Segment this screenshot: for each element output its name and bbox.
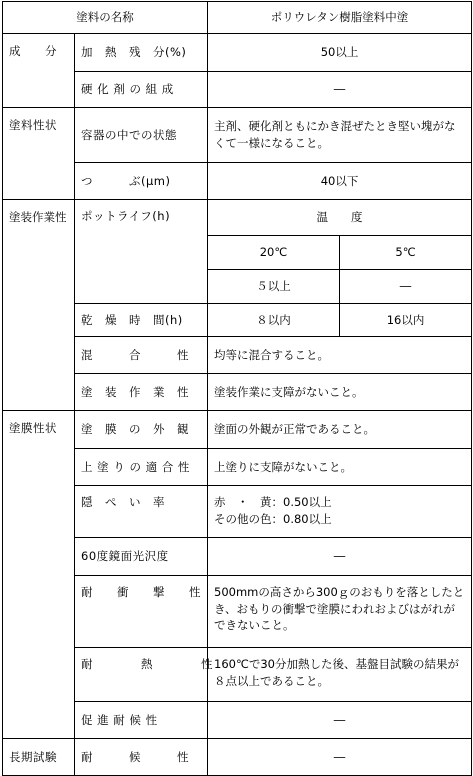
- value-weathering: ―: [208, 739, 472, 776]
- item-gloss: 60度鏡面光沢度: [75, 538, 208, 576]
- temperature-20c: 20℃: [208, 236, 340, 270]
- item-workability: 塗 装 作 業 性: [75, 374, 208, 411]
- pot-life-5c: ―: [340, 270, 472, 304]
- item-nonvolatile: 加 熱 残 分(%): [75, 34, 208, 72]
- category-long-term: 長期試験: [3, 739, 75, 776]
- table-row: [3, 34, 472, 72]
- item-film-appearance: 塗 膜 の 外 観: [75, 411, 208, 449]
- value-hardener: ―: [208, 72, 472, 108]
- temperature-5c: 5℃: [340, 236, 472, 270]
- value-grind: 40以下: [208, 163, 472, 200]
- category-paint-properties: 塗料性状: [3, 108, 75, 200]
- header-paint-name-value: ポリウレタン樹脂塗料中塗: [208, 2, 472, 34]
- value-mixing: 均等に混合すること。: [208, 337, 472, 374]
- value-accelerated-weathering: ―: [208, 702, 472, 739]
- hiding-other: その他の色：0.80以上: [214, 511, 332, 526]
- item-container-state: 容器の中での状態: [75, 108, 208, 163]
- pot-life-20c: ５以上: [208, 270, 340, 304]
- item-hiding: 隠 ぺ い 率: [75, 486, 208, 538]
- table-row: [3, 200, 472, 236]
- value-impact: 500mmの高さから300ｇのおもりを落としたとき、おもりの衝撃で塗膜にわれおよびはがれができないこと。: [208, 576, 472, 648]
- table-row: [3, 108, 472, 163]
- value-gloss: ―: [208, 538, 472, 576]
- item-impact: 耐 衝 撃 性: [75, 576, 208, 648]
- table-row: [3, 739, 472, 776]
- category-workability: 塗装作業性: [3, 200, 75, 411]
- paint-spec-table: [2, 1, 472, 776]
- value-topcoat: 上塗りに支障がないこと。: [208, 449, 472, 486]
- item-accelerated-weathering: 促 進 耐 候 性: [75, 702, 208, 739]
- category-composition: 成 分: [3, 34, 75, 108]
- drying-time-20c: ８以内: [208, 304, 340, 337]
- item-drying-time: 乾 燥 時 間(h): [75, 304, 208, 337]
- table-row: [3, 411, 472, 449]
- item-topcoat: 上 塗 り の 適 合 性: [75, 449, 208, 486]
- item-weathering: 耐 候 性: [75, 739, 208, 776]
- item-heat: 耐 熱 性: [75, 648, 208, 702]
- value-container-state: 主剤、硬化剤ともにかき混ぜたとき堅い塊がなくて一様になること。: [208, 108, 472, 163]
- temperature-label: 温 度: [208, 200, 472, 236]
- value-heat: 160℃で30分加熱した後、基盤目試験の結果が８点以上であること。: [208, 648, 472, 702]
- value-hiding: [208, 486, 472, 538]
- value-workability: 塗装作業に支障がないこと。: [208, 374, 472, 411]
- value-film-appearance: 塗面の外観が正常であること。: [208, 411, 472, 449]
- header-paint-name-label: 塗料の名称: [3, 2, 208, 34]
- item-mixing: 混 合 性: [75, 337, 208, 374]
- category-film-properties: 塗膜性状: [3, 411, 75, 739]
- item-hardener: 硬 化 剤 の 組 成: [75, 72, 208, 108]
- value-nonvolatile: 50以上: [208, 34, 472, 72]
- header-row: [3, 2, 472, 34]
- hiding-red-yellow: 赤 ・ 黄：0.50以上: [214, 495, 332, 509]
- item-grind: つ ぶ(μm): [75, 163, 208, 200]
- drying-time-5c: 16以内: [340, 304, 472, 337]
- item-pot-life: ポットライフ(h): [75, 200, 208, 304]
